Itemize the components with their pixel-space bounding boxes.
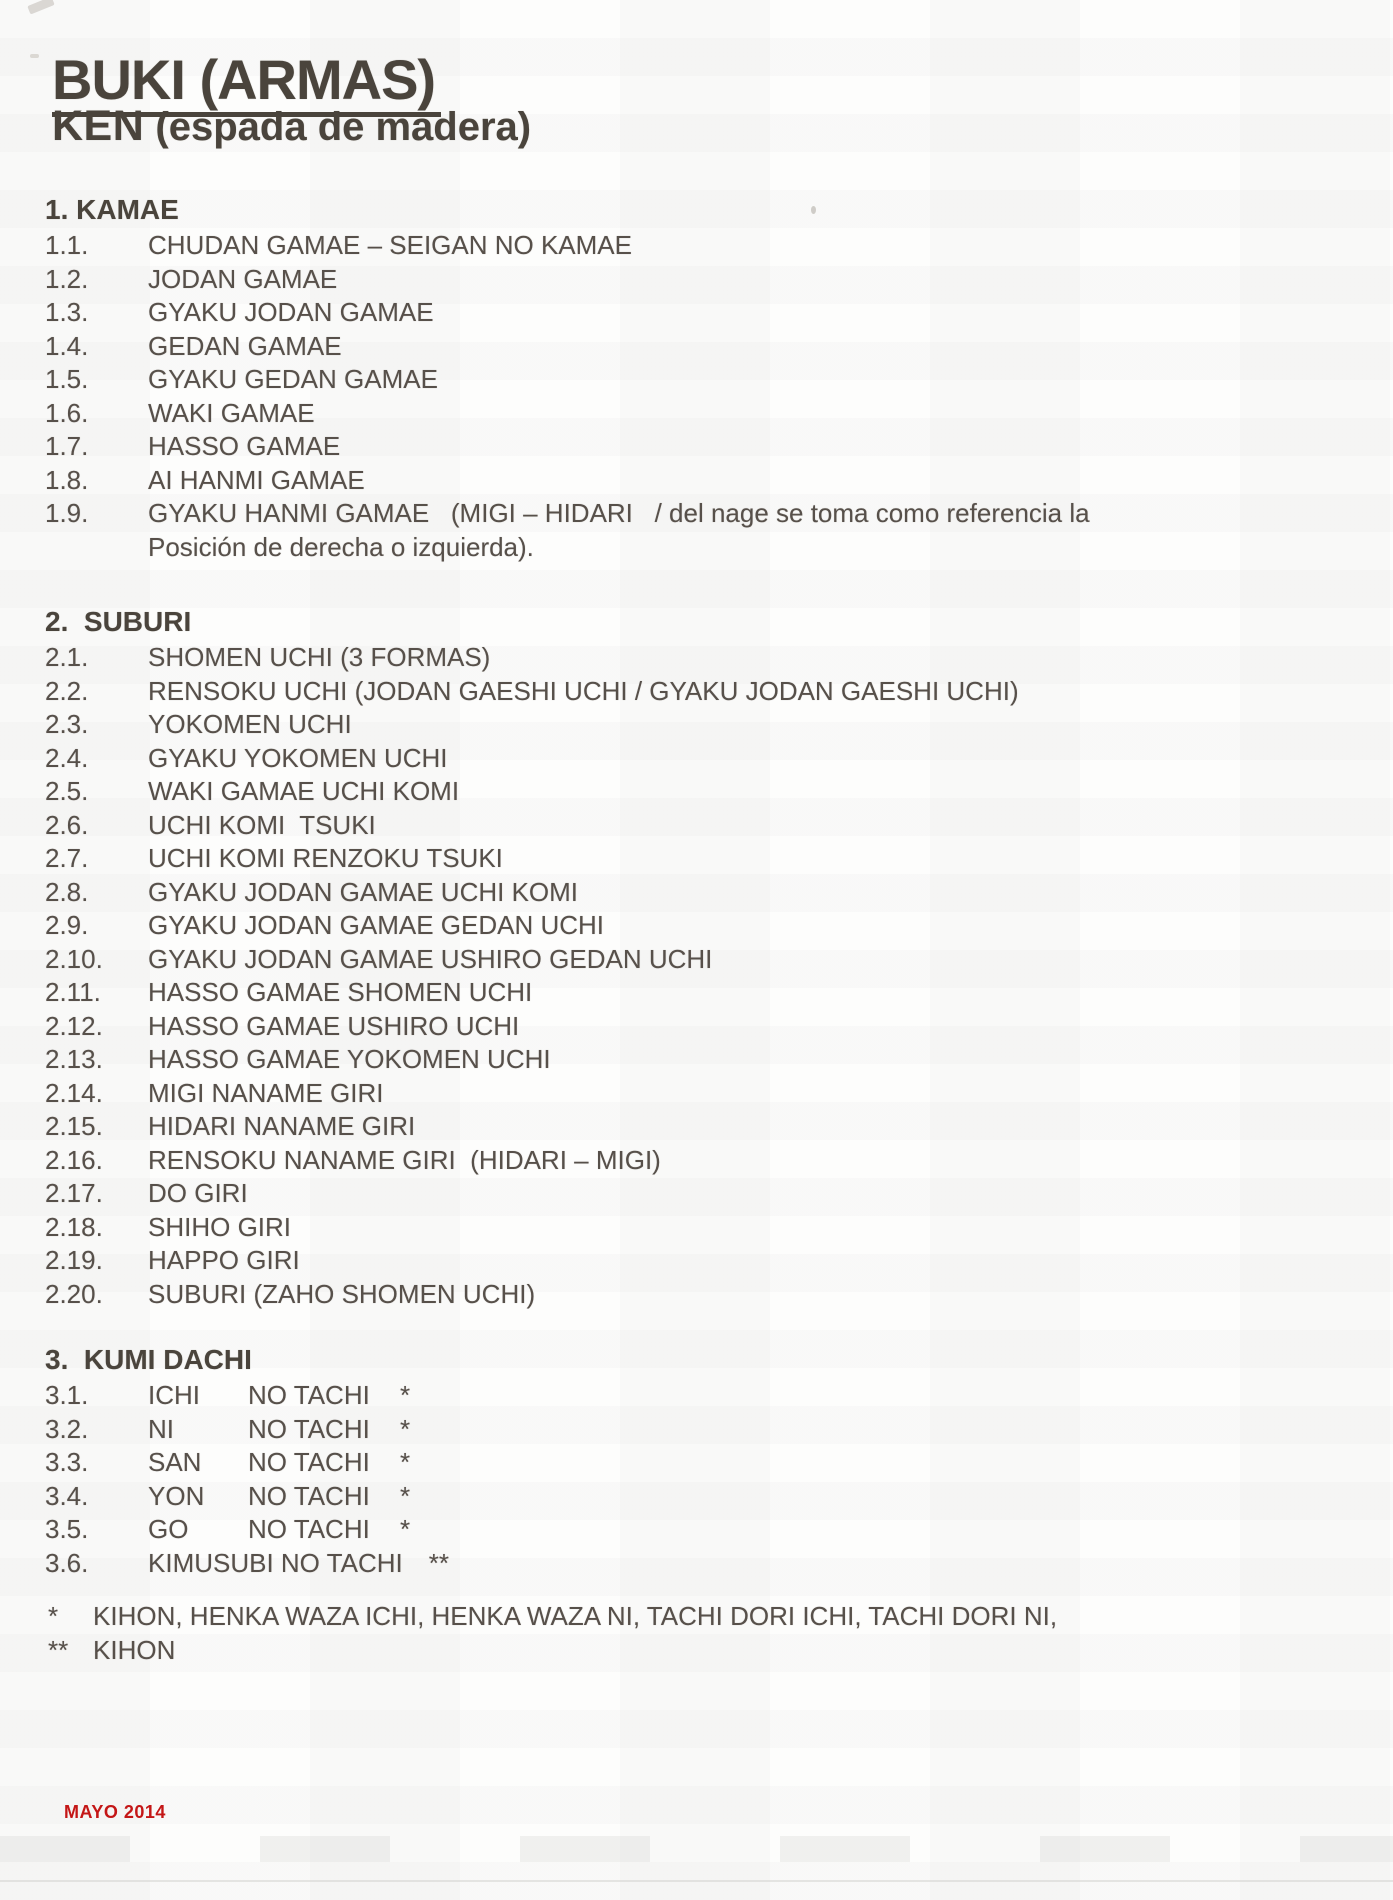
item-text: SUBURI (ZAHO SHOMEN UCHI) (148, 1278, 536, 1309)
list-item (45, 1413, 1353, 1447)
list-item (45, 842, 1353, 876)
item-number: 2.20. (45, 1278, 103, 1309)
list-item (45, 1211, 1353, 1245)
item-text: YOKOMEN UCHI (148, 709, 352, 739)
footnote-marker: * (48, 1601, 59, 1631)
item-number: 2.14. (45, 1077, 103, 1108)
item-star: * (400, 1413, 411, 1444)
item-text: GYAKU JODAN GAMAE USHIRO GEDAN UCHI (148, 943, 713, 974)
scan-artifact (30, 54, 39, 58)
item-text: KIMUSUBI NO TACHI (148, 1547, 403, 1578)
item-text: CHUDAN GAMAE – SEIGAN NO KAMAE (148, 230, 632, 260)
list-item (45, 1077, 1353, 1111)
item-number: 2.12. (45, 1010, 103, 1041)
list-item (45, 675, 1353, 709)
item-text: WAKI GAMAE (148, 397, 315, 428)
item-number: 2.13. (45, 1044, 103, 1074)
item-text: HASSO GAMAE USHIRO UCHI (148, 1010, 520, 1041)
list-item (45, 775, 1353, 809)
item-col: GO (148, 1514, 189, 1544)
item-col: NO TACHI (248, 1413, 370, 1444)
item-number: 1.3. (45, 297, 89, 327)
item-number: 2.19. (45, 1245, 103, 1275)
item-col: NI (148, 1413, 174, 1444)
item-text: GYAKU JODAN GAMAE GEDAN UCHI (148, 910, 605, 940)
item-text: GYAKU GEDAN GAMAE (148, 364, 438, 394)
list-item (45, 876, 1353, 910)
item-number: 3.5. (45, 1514, 89, 1544)
item-number: 2.10. (45, 943, 103, 974)
item-text: HASSO GAMAE (148, 431, 341, 461)
item-number: 2.5. (45, 776, 89, 806)
item-number: 1.2. (45, 263, 89, 294)
list-item (45, 708, 1353, 742)
scan-artifact (0, 1836, 1393, 1862)
subtitle-rest: (espada de madera) (144, 105, 532, 149)
list-item-continuation (45, 531, 1353, 565)
item-text: WAKI GAMAE UCHI KOMI (148, 776, 460, 806)
section-kamae (45, 193, 1353, 564)
section-suburi (45, 605, 1353, 1311)
page-subtitle (52, 104, 531, 149)
item-text: JODAN GAMAE (148, 263, 338, 294)
item-number: 1.8. (45, 464, 89, 495)
item-number: 2.17. (45, 1178, 103, 1208)
item-number: 3.3. (45, 1447, 89, 1477)
item-col: NO TACHI (248, 1480, 370, 1511)
list-item (45, 1379, 1353, 1413)
item-text: Posición de derecha o izquierda). (148, 531, 534, 562)
footnotes-block (48, 1600, 1057, 1667)
footnote-text: KIHON, HENKA WAZA ICHI, HENKA WAZA NI, TACHI DORI ICHI, TACHI DORI NI, (93, 1601, 1058, 1631)
section-heading: 2. SUBURI (45, 606, 192, 637)
footnote (48, 1634, 1057, 1668)
section-heading: 1. KAMAE (45, 194, 179, 225)
item-number: 2.8. (45, 876, 89, 907)
list-item (45, 296, 1353, 330)
item-col: ICHI (148, 1380, 200, 1410)
item-number: 2.7. (45, 843, 89, 873)
page-title: BUKI (ARMAS) (52, 52, 441, 117)
item-text: GYAKU JODAN GAMAE UCHI KOMI (148, 876, 579, 907)
list-item (45, 1547, 1353, 1581)
list-item (45, 1110, 1353, 1144)
item-text: GYAKU YOKOMEN UCHI (148, 742, 448, 773)
item-col: NO TACHI (248, 1380, 370, 1410)
item-number: 1.1. (45, 230, 89, 260)
item-text: HASSO GAMAE SHOMEN UCHI (148, 977, 533, 1007)
footnote-marker: ** (48, 1634, 69, 1665)
list-item (45, 1043, 1353, 1077)
item-text: SHIHO GIRI (148, 1211, 292, 1242)
list-item (45, 1513, 1353, 1547)
item-number: 2.4. (45, 742, 89, 773)
list-item (45, 1244, 1353, 1278)
item-text: GEDAN GAMAE (148, 330, 342, 361)
list-item (45, 464, 1353, 498)
list-item (45, 909, 1353, 943)
item-text: AI HANMI GAMAE (148, 464, 365, 495)
item-number: 2.15. (45, 1111, 103, 1141)
item-text: UCHI KOMI TSUKI (148, 809, 376, 840)
item-number: 2.2. (45, 675, 89, 706)
section-heading: 3. KUMI DACHI (45, 1344, 252, 1375)
footnote (48, 1600, 1057, 1634)
item-text: HASSO GAMAE YOKOMEN UCHI (148, 1044, 551, 1074)
list-item (45, 263, 1353, 297)
item-number: 1.9. (45, 498, 89, 528)
item-text: GYAKU HANMI GAMAE (MIGI – HIDARI / del nage se toma como referencia la (148, 498, 1090, 528)
item-star: ** (428, 1547, 449, 1578)
item-number: 3.1. (45, 1380, 89, 1410)
item-text: RENSOKU NANAME GIRI (HIDARI – MIGI) (148, 1144, 661, 1175)
footnote-text: KIHON (93, 1634, 176, 1665)
item-number: 3.6. (45, 1547, 89, 1578)
item-number: 1.6. (45, 397, 89, 428)
list-item (45, 430, 1353, 464)
list-item (45, 1446, 1353, 1480)
item-text: HIDARI NANAME GIRI (148, 1111, 416, 1141)
list-item (45, 1010, 1353, 1044)
section-kumi-dachi (45, 1343, 1353, 1580)
item-number: 2.16. (45, 1144, 103, 1175)
list-item (45, 1278, 1353, 1312)
list-item (45, 976, 1353, 1010)
item-text: GYAKU JODAN GAMAE (148, 297, 434, 327)
item-number: 2.18. (45, 1211, 103, 1242)
item-star: * (400, 1514, 411, 1544)
list-item (45, 330, 1353, 364)
item-text: DO GIRI (148, 1178, 248, 1208)
item-col: SAN (148, 1447, 202, 1477)
list-item (45, 1480, 1353, 1514)
item-star: * (400, 1447, 411, 1477)
list-item (45, 809, 1353, 843)
footer-date: MAYO 2014 (64, 1802, 166, 1822)
item-col: NO TACHI (248, 1447, 370, 1477)
list-item (45, 229, 1353, 263)
scan-artifact (0, 1880, 1393, 1882)
item-number: 2.11. (45, 977, 101, 1007)
list-item (45, 497, 1353, 531)
list-item (45, 397, 1353, 431)
item-text: HAPPO GIRI (148, 1245, 300, 1275)
item-col: YON (148, 1480, 205, 1511)
list-item (45, 363, 1353, 397)
item-number: 3.2. (45, 1413, 89, 1444)
item-number: 1.5. (45, 364, 89, 394)
list-item (45, 1177, 1353, 1211)
item-star: * (400, 1480, 411, 1511)
list-item (45, 641, 1353, 675)
item-col: NO TACHI (248, 1514, 370, 1544)
item-number: 2.9. (45, 910, 89, 940)
item-number: 2.6. (45, 809, 89, 840)
list-item (45, 1144, 1353, 1178)
item-text: SHOMEN UCHI (3 FORMAS) (148, 642, 491, 672)
subtitle-main: KEN (52, 102, 145, 150)
item-number: 2.1. (45, 642, 89, 672)
item-number: 1.7. (45, 431, 89, 461)
scan-artifact (27, 0, 54, 15)
list-item (45, 943, 1353, 977)
item-number: 1.4. (45, 330, 89, 361)
list-item (45, 742, 1353, 776)
item-star: * (400, 1380, 411, 1410)
item-text: UCHI KOMI RENZOKU TSUKI (148, 843, 503, 873)
item-number: 2.3. (45, 709, 89, 739)
item-text: RENSOKU UCHI (JODAN GAESHI UCHI / GYAKU JODAN GAESHI UCHI) (148, 675, 1019, 706)
item-number: 3.4. (45, 1480, 89, 1511)
item-text: MIGI NANAME GIRI (148, 1077, 384, 1108)
